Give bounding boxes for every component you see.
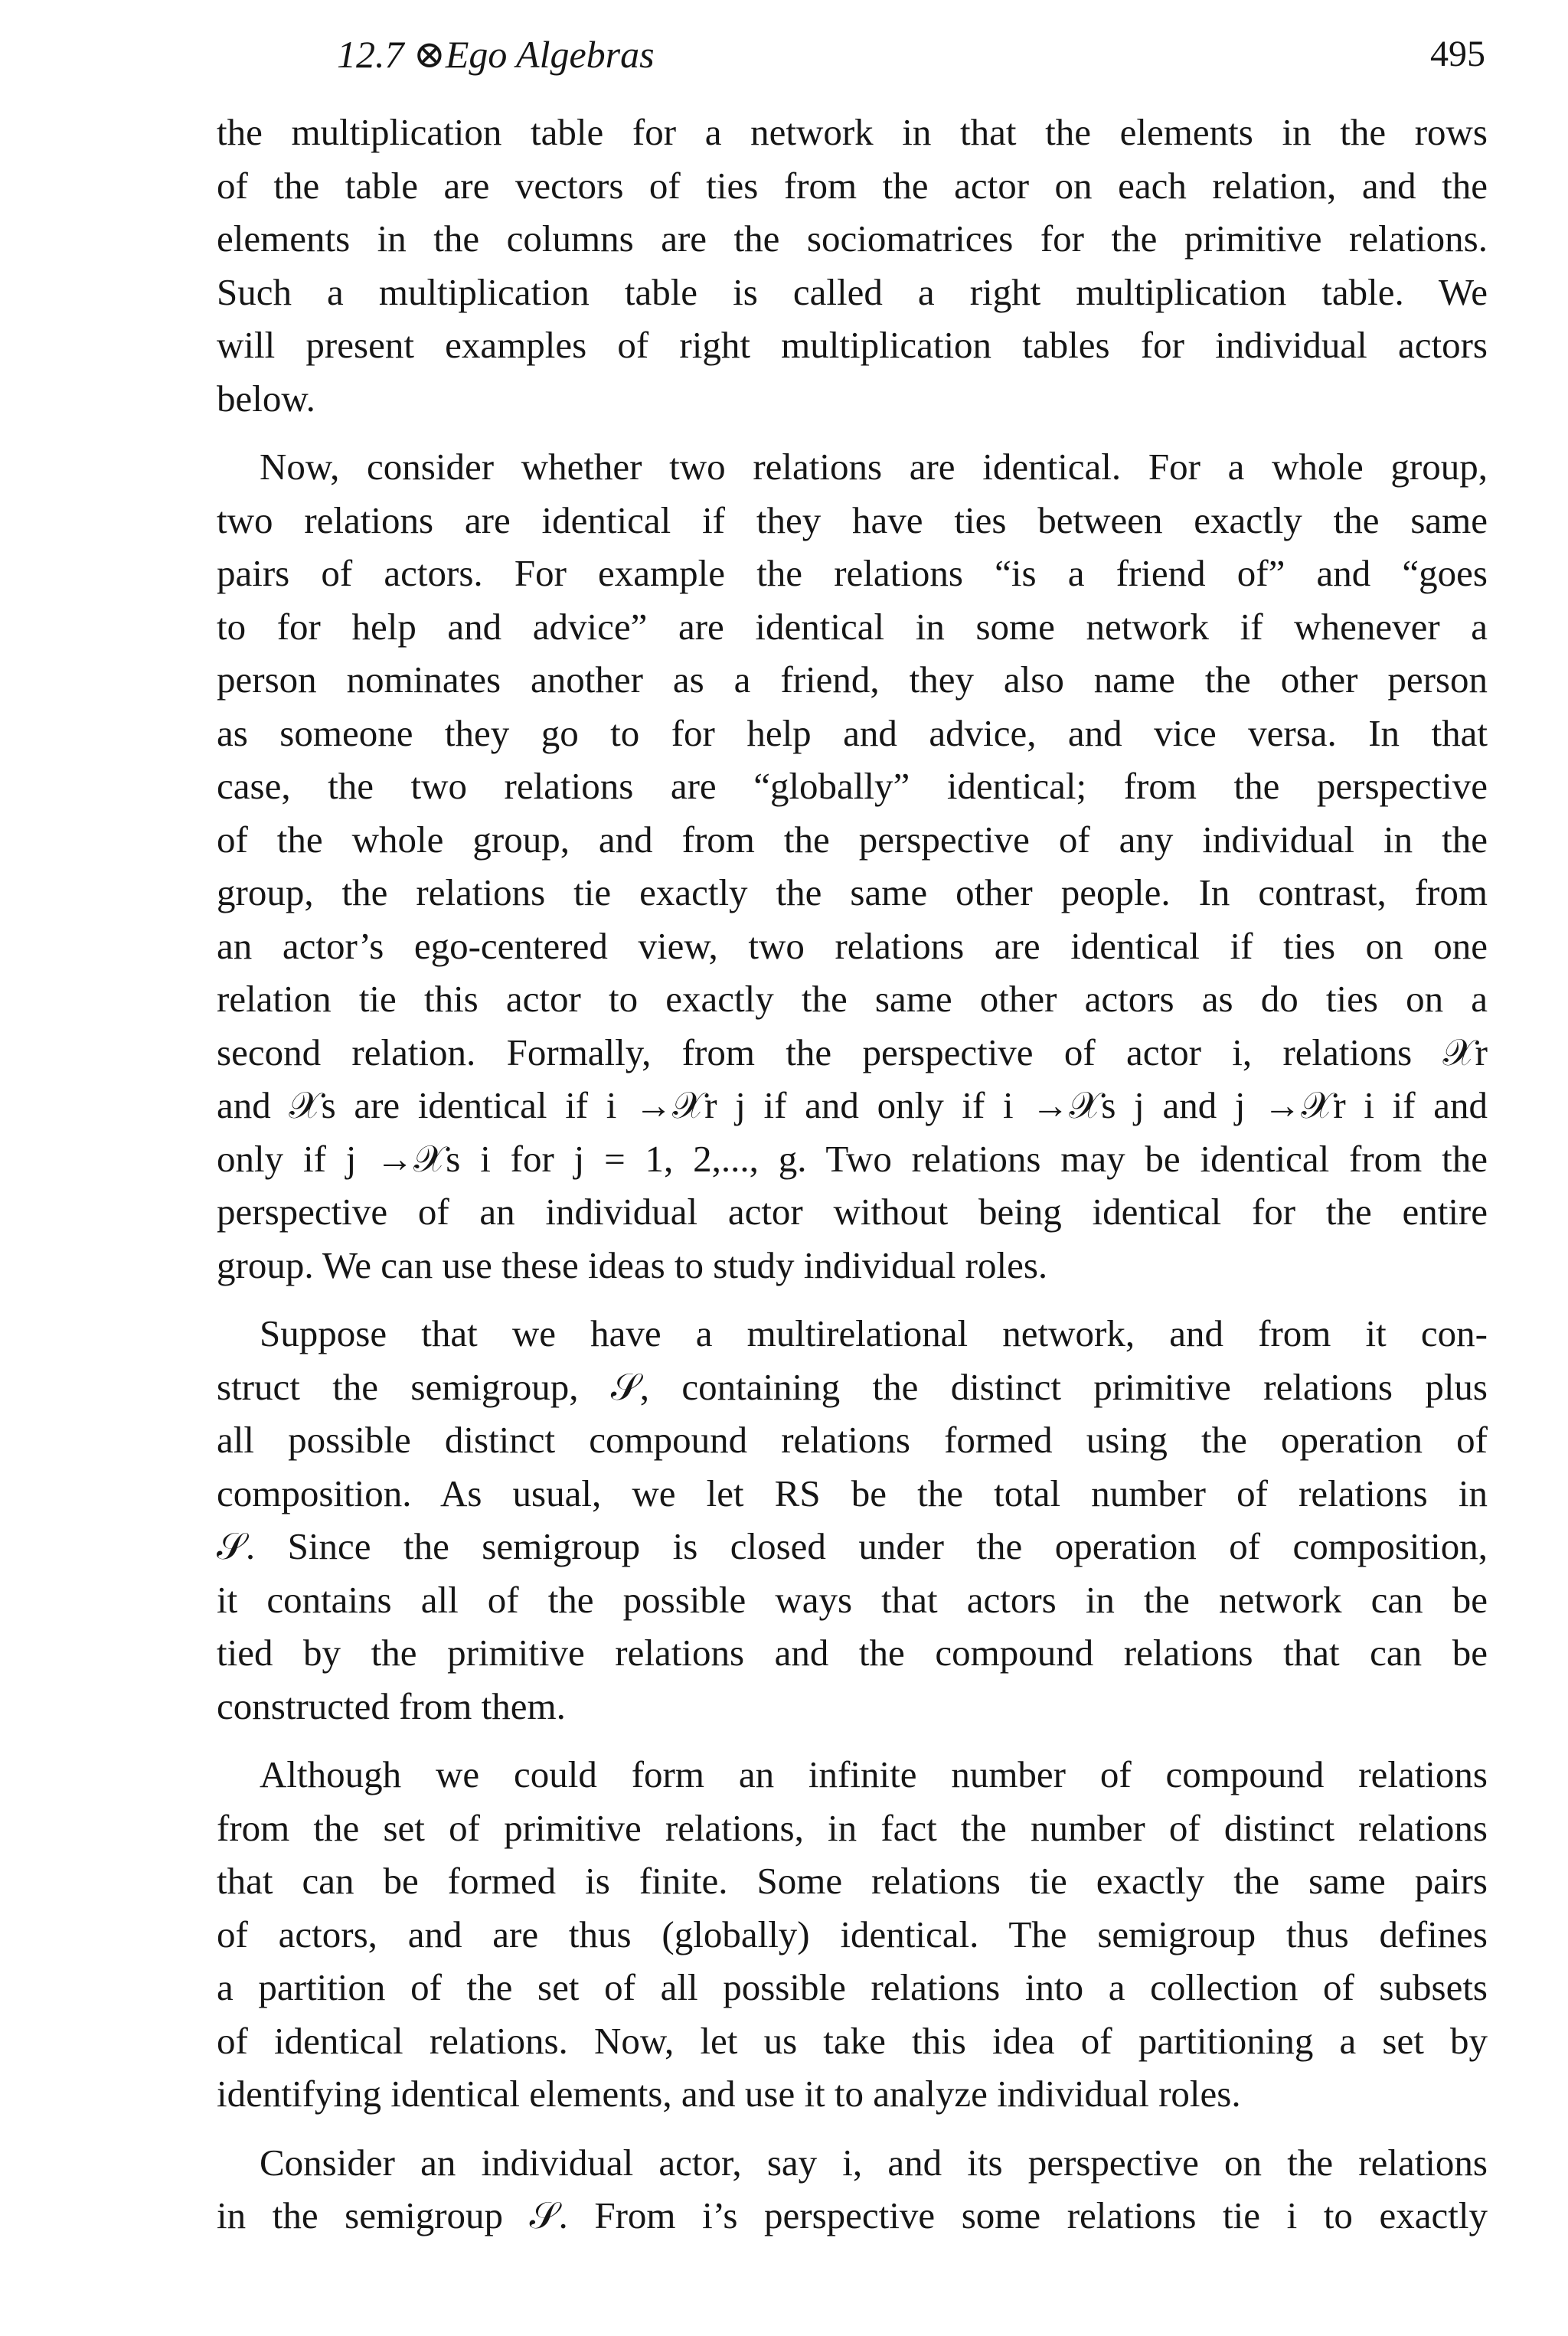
paragraph-gap xyxy=(217,425,1488,440)
text-line: constructed from them. xyxy=(217,1684,566,1727)
text-line: struct the semigroup, 𝒮, containing the distinct primitive relations plus xyxy=(217,1365,1488,1408)
text-line: Now, consider whether two relations are identical. For a whole group, xyxy=(260,446,1488,488)
text-line: group. We can use these ideas to study individual roles. xyxy=(217,1243,1048,1286)
paragraph xyxy=(217,2136,1488,2243)
text-line: that can be formed is finite. Some relations tie exactly the same pairs xyxy=(217,1860,1488,1902)
text-line: Such a multiplication table is called a right multiplication table. We xyxy=(217,270,1488,313)
text-line: case, the two relations are “globally” identical; from the perspective xyxy=(217,765,1488,807)
text-line: composition. As usual, we let RS be the total number of relations in xyxy=(217,1472,1488,1514)
text-line: pairs of actors. For example the relations “is a friend of” and “goes xyxy=(217,552,1488,594)
text-line: of the table are vectors of ties from the actor on each relation, and the xyxy=(217,164,1488,207)
text-line: as someone they go to for help and advice, and vice versa. In that xyxy=(217,711,1488,754)
text-line: of actors, and are thus (globally) identical. The semigroup thus defines xyxy=(217,1913,1488,1955)
text-line: tied by the primitive relations and the compound relations that can be xyxy=(217,1632,1488,1674)
running-head xyxy=(337,28,1485,81)
text-line: from the set of primitive relations, in fact the number of distinct relations xyxy=(217,1806,1488,1849)
paragraph xyxy=(217,106,1488,425)
text-line: elements in the columns are the sociomatrices for the primitive relations. xyxy=(217,217,1488,260)
text-line: group, the relations tie exactly the same other people. In contrast, from xyxy=(217,871,1488,913)
text-line: all possible distinct compound relations formed using the operation of xyxy=(217,1419,1488,1461)
text-line: in the semigroup 𝒮. From i’s perspective some relations tie i to exactly xyxy=(217,2194,1488,2236)
text-line: an actor’s ego-centered view, two relations are identical if ties on one xyxy=(217,924,1488,967)
paragraph-gap xyxy=(217,1733,1488,1748)
text-line: identifying identical elements, and use it to analyze individual roles. xyxy=(217,2073,1241,2115)
text-line: only if j →𝒳s i for j = 1, 2,..., g. Two relations may be identical from the xyxy=(217,1137,1488,1180)
text-line: perspective of an individual actor without being identical for the entire xyxy=(217,1191,1488,1233)
text-line: of the whole group, and from the perspective of any individual in the xyxy=(217,818,1488,861)
text-line: it contains all of the possible ways that actors in the network can be xyxy=(217,1578,1488,1621)
text-line: person nominates another as a friend, they also name the other person xyxy=(217,658,1488,701)
body-text xyxy=(217,106,1488,2243)
section-title: 12.7 ⊗Ego Algebras xyxy=(337,33,655,76)
text-line: second relation. Formally, from the perspective of actor i, relations 𝒳r xyxy=(217,1031,1488,1073)
text-line: Suppose that we have a multirelational network, and from it con- xyxy=(260,1312,1488,1354)
text-line: to for help and advice” are identical in some network if whenever a xyxy=(217,605,1488,648)
paragraph xyxy=(217,1748,1488,2121)
text-line: of identical relations. Now, let us take this idea of partitioning a set by xyxy=(217,2019,1488,2062)
text-line: will present examples of right multiplication tables for individual actors xyxy=(217,324,1488,366)
text-line: Consider an individual actor, say i, and its perspective on the relations xyxy=(260,2141,1488,2184)
text-line: below. xyxy=(217,377,315,420)
paragraph xyxy=(217,440,1488,1292)
text-line: the multiplication table for a network in that the elements in the rows xyxy=(217,111,1488,153)
text-line: two relations are identical if they have ties between exactly the same xyxy=(217,498,1488,541)
paragraph-gap xyxy=(217,1292,1488,1307)
page-number: 495 xyxy=(1430,34,1485,74)
paragraph xyxy=(217,1307,1488,1733)
paragraph-gap xyxy=(217,2121,1488,2136)
text-line: 𝒮. Since the semigroup is closed under the operation of composition, xyxy=(217,1525,1488,1567)
text-line: relation tie this actor to exactly the same other actors as do ties on a xyxy=(217,978,1488,1020)
text-line: a partition of the set of all possible relations into a collection of subsets xyxy=(217,1966,1488,2008)
text-line: and 𝒳s are identical if i →𝒳r j if and only if i →𝒳s j and j →𝒳r i if and xyxy=(217,1084,1488,1126)
text-line: Although we could form an infinite number of compound relations xyxy=(260,1753,1488,1795)
